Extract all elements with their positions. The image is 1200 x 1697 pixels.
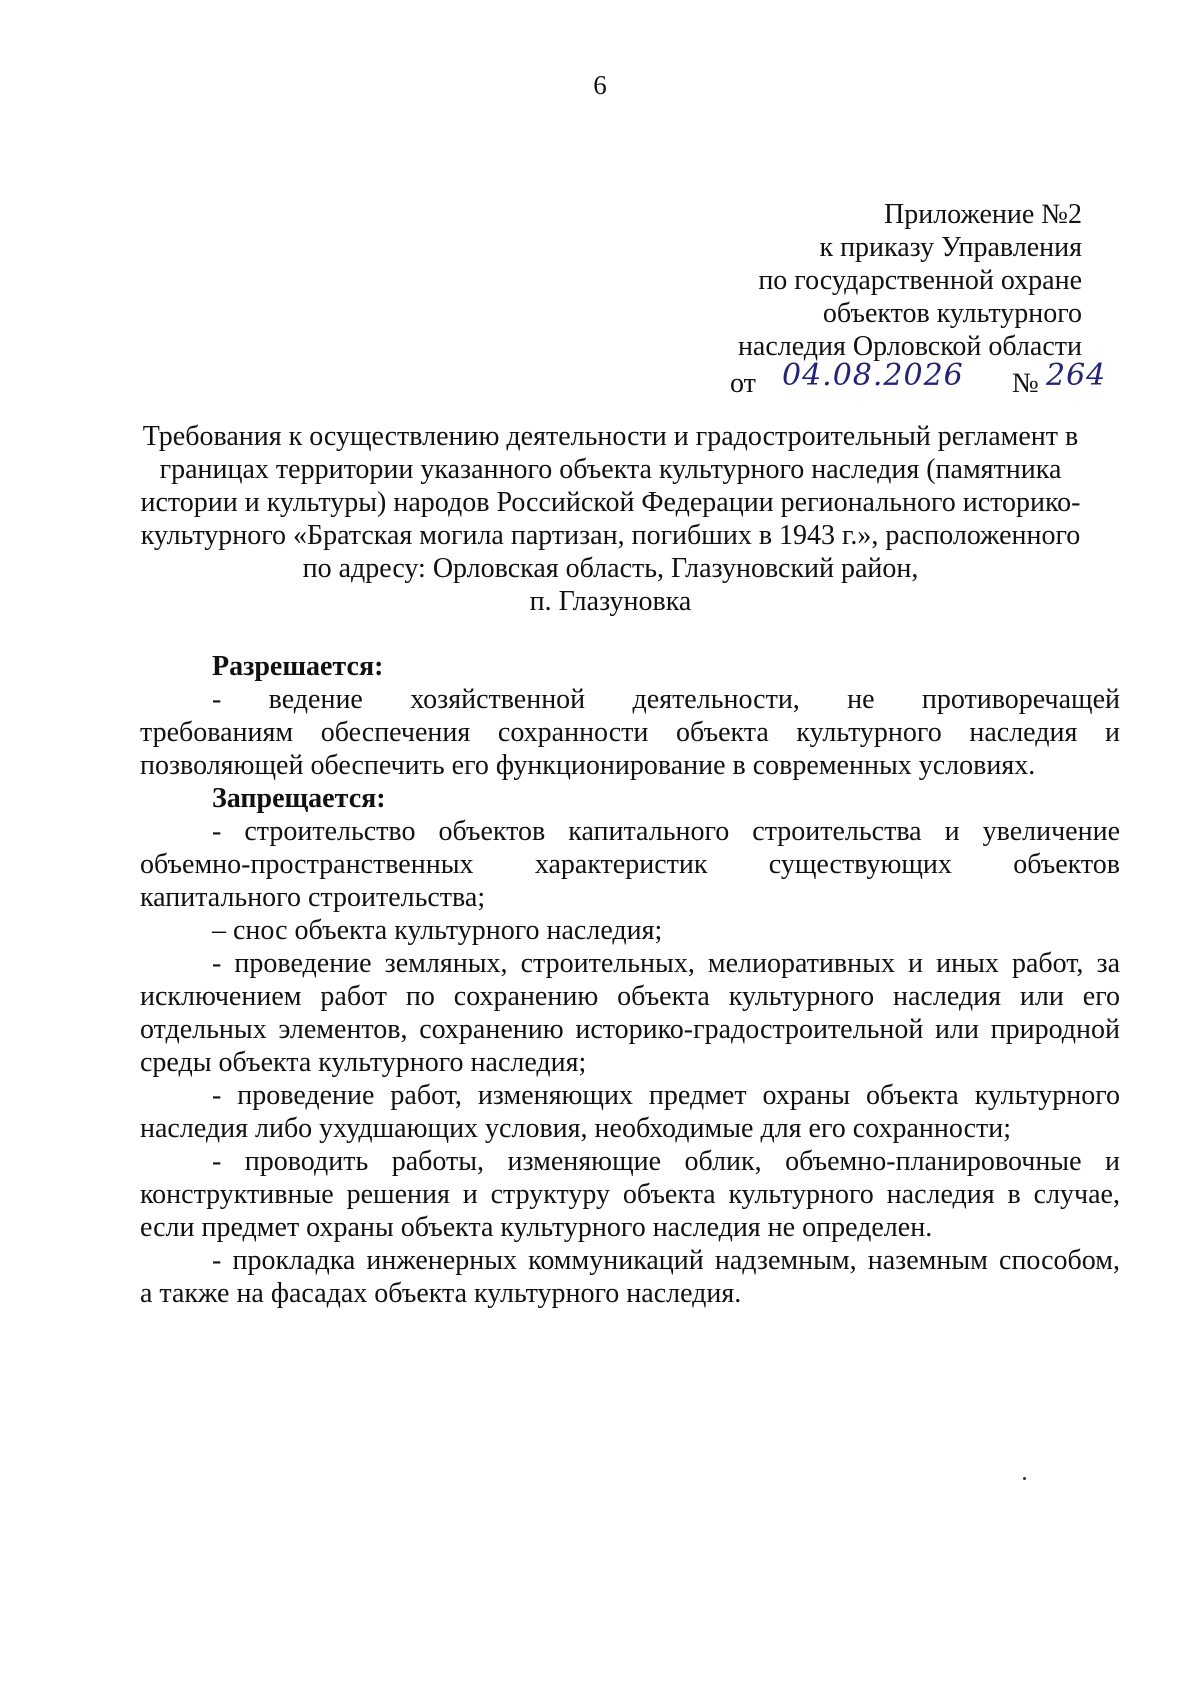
title-line: по адресу: Орловская область, Глазуновский район, [302,553,919,584]
number-prefix: № [1012,368,1039,399]
title-line: п. Глазуновка [529,586,692,617]
text-line: капитального строительства; [140,882,486,913]
text-line: отдельных элементов, сохранению историко-градостроительной или природной [140,1014,1120,1045]
annex-line: к приказу Управления [819,232,1082,263]
page-number: 6 [593,70,607,100]
handwritten-number: 264 [1046,358,1107,393]
text-line: - прокладка инженерных коммуникаций надземным, наземным способом, [212,1245,1120,1276]
forbidden-heading: Запрещается: [212,783,386,814]
annex-block [730,198,1107,401]
text-line: - проведение работ, изменяющих предмет охраны объекта культурного [212,1080,1120,1111]
forbidden-item [140,815,1120,914]
title-line: границах территории указанного объекта культурного наследия (памятника [159,454,1062,485]
text-line: конструктивные решения и структуру объекта культурного наследия в случае, [140,1179,1120,1210]
allowed-heading: Разрешается: [212,651,384,682]
annex-line: Приложение №2 [884,199,1082,230]
forbidden-item [140,1244,1120,1310]
text-line: если предмет охраны объекта культурного наследия не определен. [140,1212,933,1243]
annex-line: объектов культурного [822,298,1082,329]
handwritten-date: 04.08.2026 [782,358,964,393]
annex-line: наследия Орловской области [737,331,1082,362]
text-line: - проведение земляных, строительных, мелиоративных и иных работ, за [212,948,1120,979]
scan-speck [1023,1477,1026,1480]
text-line: позволяющей обеспечить его функционирование в современных условиях. [140,750,1036,781]
title-line: истории и культуры) народов Российской Федерации регионального историко- [140,487,1081,518]
forbidden-item [140,947,1120,1079]
forbidden-item [140,1145,1120,1244]
title-line: культурного «Братская могила партизан, погибших в 1943 г.», расположенного [140,520,1081,551]
allowed-paragraph [140,683,1120,782]
document-title [118,420,1103,618]
text-line: наследия либо ухудшающих условия, необходимые для его сохранности; [140,1113,1012,1144]
annex-date-number [730,358,1107,401]
title-line: Требования к осуществлению деятельности и градостроительный регламент в [142,421,1079,452]
text-line: среды объекта культурного наследия; [140,1047,587,1078]
text-line: - ведение хозяйственной деятельности, не противоречащей [212,684,1120,715]
forbidden-item [140,914,1120,947]
text-line: - проводить работы, изменяющие облик, объемно-планировочные и [212,1146,1120,1177]
document-body [140,650,1120,1310]
text-line: объемно-пространственных характеристик существующих объектов [140,849,1120,880]
text-line: – снос объекта культурного наследия; [212,915,663,946]
annex-line: по государственной охране [758,265,1082,296]
date-prefix: от [730,368,756,399]
text-line: исключением работ по сохранению объекта культурного наследия или его [140,981,1120,1012]
text-line: требованиям обеспечения сохранности объекта культурного наследия и [140,717,1120,748]
text-line: - строительство объектов капитального строительства и увеличение [212,816,1120,847]
text-line: а также на фасадах объекта культурного наследия. [140,1278,742,1309]
forbidden-item [140,1079,1120,1145]
